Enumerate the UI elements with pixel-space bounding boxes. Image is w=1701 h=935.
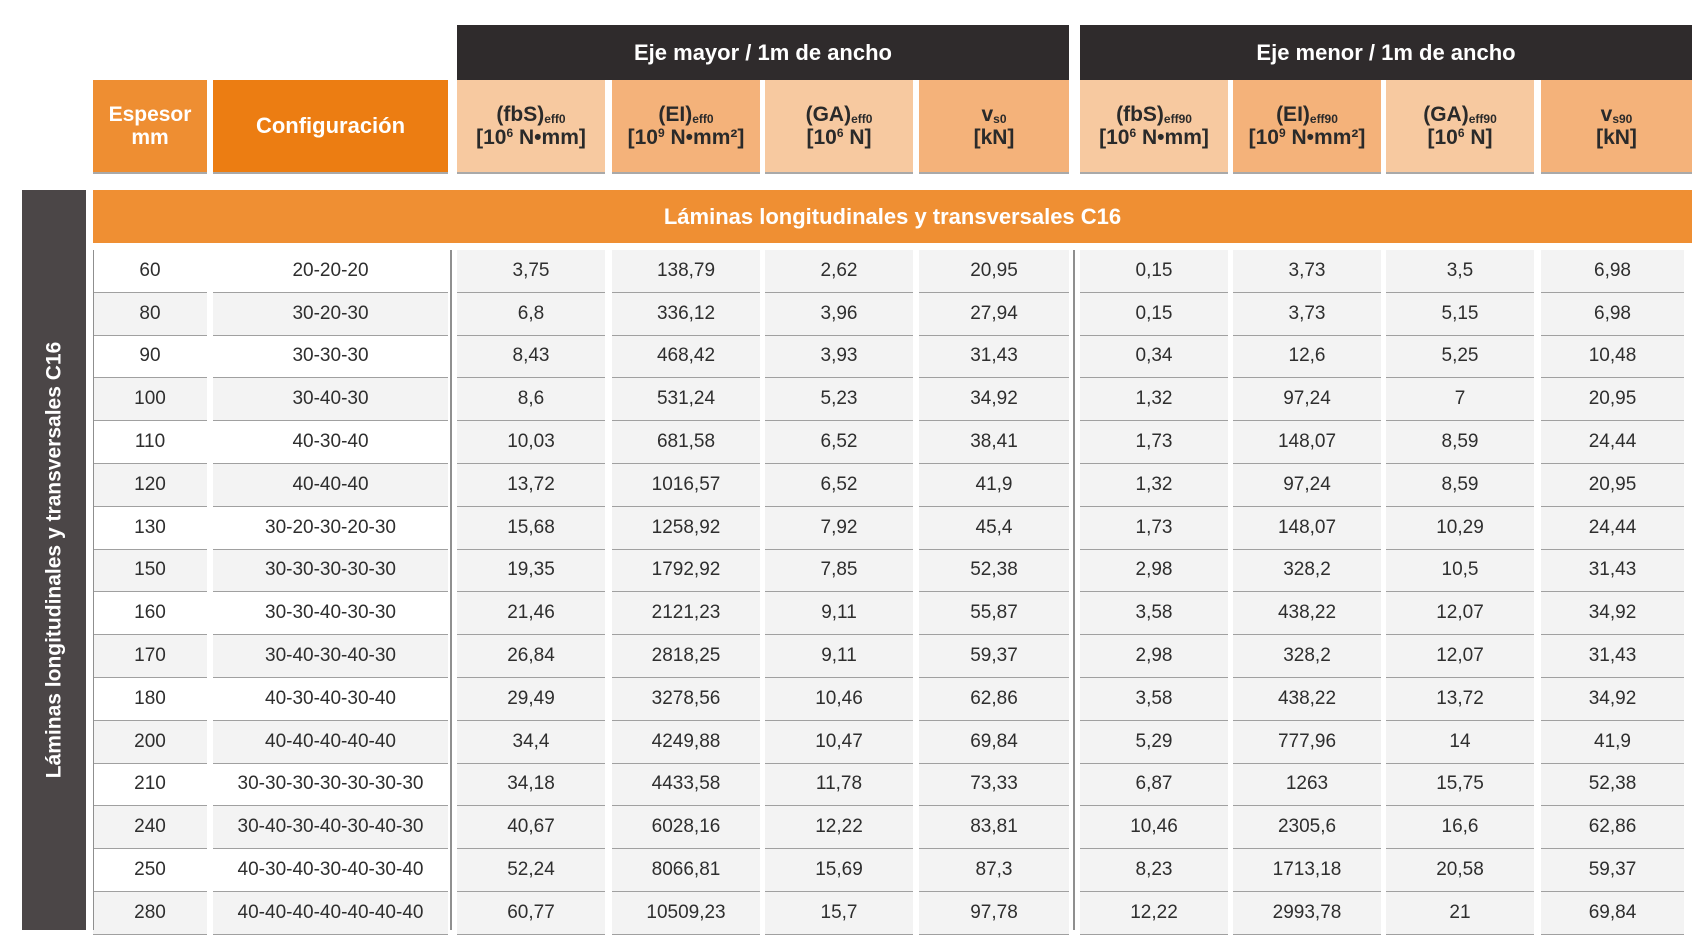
header-unit [1249,126,1366,149]
table-cell: 40-40-40-40-40 [213,721,448,764]
table-cell: 9,11 [765,592,913,635]
table-cell: 41,9 [1541,721,1684,764]
column-header-config [213,80,448,174]
table-cell: 12,6 [1233,336,1381,379]
table-cell: 5,15 [1386,293,1534,336]
table-cell: 4433,58 [612,764,760,807]
table-cell: 6,98 [1541,293,1684,336]
table-cell: 30-40-30-40-30 [213,635,448,678]
header-sup: 6 [506,126,514,141]
table-cell: 20,95 [919,250,1069,293]
table-cell: 438,22 [1233,592,1381,635]
table-cell: 45,4 [919,507,1069,550]
table-cell: 130 [93,507,207,550]
table-cell: 34,4 [457,721,605,764]
table-cell: 1,32 [1080,464,1228,507]
table-cell: 15,7 [765,892,913,935]
header-unit [1596,126,1637,149]
table-cell: 41,9 [919,464,1069,507]
table-cell: 5,23 [765,378,913,421]
column-divider [1073,250,1075,930]
table-cell: 10,47 [765,721,913,764]
table-cell: 40-30-40 [213,421,448,464]
table-cell: 8,6 [457,378,605,421]
header-symbol [1099,103,1209,126]
table-cell: 6,52 [765,421,913,464]
table-cell: 468,42 [612,336,760,379]
table-cell: 3,93 [765,336,913,379]
table-cell: 30-30-40-30-30 [213,592,448,635]
table-cell: 30-20-30 [213,293,448,336]
table-cell: 73,33 [919,764,1069,807]
column-header-text [476,103,586,149]
table-cell: 1792,92 [612,550,760,593]
column-header-text [109,103,192,149]
table-cell: 34,92 [1541,678,1684,721]
table-cell: 3,5 [1386,250,1534,293]
table-cell: 69,84 [1541,892,1684,935]
header-main: (fbS) [1116,102,1164,126]
header-unit [974,126,1015,149]
table-cell: 55,87 [919,592,1069,635]
column-header-ga90 [1386,80,1534,174]
header-line1: Espesor [108,102,192,126]
table-cell: 10,46 [765,678,913,721]
header-sub: eff0 [851,111,873,126]
table-cell: 10,46 [1080,806,1228,849]
header-main: (EI) [658,102,693,126]
table-cell: 170 [93,635,207,678]
table-cell: 7 [1386,378,1534,421]
table-cell: 1258,92 [612,507,760,550]
table-cell: 120 [93,464,207,507]
table-cell: 681,58 [612,421,760,464]
table-cell: 777,96 [1233,721,1381,764]
table-cell: 12,07 [1386,635,1534,678]
table-cell: 90 [93,336,207,379]
table-cell: 8,59 [1386,421,1534,464]
table-cell: 1713,18 [1233,849,1381,892]
table-cell: 14 [1386,721,1534,764]
table-cell: 110 [93,421,207,464]
column-header-thickness [93,80,207,174]
column-divider [93,250,94,930]
table-cell: 62,86 [919,678,1069,721]
header-unit [1099,126,1209,149]
table-cell: 69,84 [919,721,1069,764]
table-cell: 97,24 [1233,464,1381,507]
header-unit-post: N•mm²] [1285,126,1366,150]
header-unit-pre: [kN] [1596,126,1637,150]
header-main: (GA) [1423,102,1469,126]
header-unit-post: N] [843,126,872,150]
table-cell: 52,24 [457,849,605,892]
table-cell: 150 [93,550,207,593]
table-cell: 30-20-30-20-30 [213,507,448,550]
table-cell: 210 [93,764,207,807]
table-cell: 8,59 [1386,464,1534,507]
header-main: v [1600,102,1613,126]
table-cell: 20-20-20 [213,250,448,293]
table-cell: 97,78 [919,892,1069,935]
table-cell: 20,95 [1541,378,1684,421]
column-header-text [806,103,873,149]
table-cell: 52,38 [919,550,1069,593]
header-sup: 9 [657,126,665,141]
header-symbol [476,103,586,126]
table-cell: 59,37 [919,635,1069,678]
table-cell: 200 [93,721,207,764]
table-cell: 30-40-30 [213,378,448,421]
table-cell: 6,87 [1080,764,1228,807]
table-cell: 27,94 [919,293,1069,336]
group-header-major: Eje mayor / 1m de ancho [457,25,1069,80]
header-main: v [981,102,994,126]
header-sub: s0 [993,111,1007,126]
table-cell: 2305,6 [1233,806,1381,849]
header-symbol [1423,103,1497,126]
column-header-ei90 [1233,80,1381,174]
header-sub: eff90 [1309,111,1338,126]
table-cell: 3,75 [457,250,605,293]
column-header-ga0 [765,80,913,174]
table-cell: 2121,23 [612,592,760,635]
table-cell: 87,3 [919,849,1069,892]
table-cell: 100 [93,378,207,421]
table-cell: 531,24 [612,378,760,421]
table-cell: 40,67 [457,806,605,849]
table-cell: 13,72 [1386,678,1534,721]
column-header-text [1423,103,1497,149]
table-cell: 38,41 [919,421,1069,464]
header-sup: 6 [836,126,844,141]
table-cell: 34,92 [919,378,1069,421]
table-cell: 6,52 [765,464,913,507]
table-cell: 5,29 [1080,721,1228,764]
table-cell: 3,58 [1080,678,1228,721]
table-cell: 60 [93,250,207,293]
table-cell: 0,15 [1080,250,1228,293]
header-unit-pre: [10 [1248,126,1279,150]
table-cell: 3,73 [1233,250,1381,293]
table-cell: 16,6 [1386,806,1534,849]
header-unit-pre: [10 [1099,126,1130,150]
group-header-minor: Eje menor / 1m de ancho [1080,25,1692,80]
column-divider [450,250,452,930]
table-cell: 2818,25 [612,635,760,678]
table-cell: 8,23 [1080,849,1228,892]
header-symbol [628,103,745,126]
header-unit-pre: [kN] [973,126,1015,150]
table-cell: 148,07 [1233,507,1381,550]
header-unit-pre: [10 [627,126,658,150]
header-sub: eff0 [692,111,714,126]
header-symbol [1596,103,1637,126]
table-cell: 10,48 [1541,336,1684,379]
header-unit [1423,126,1497,149]
table-cell: 5,25 [1386,336,1534,379]
table-cell: 31,43 [1541,635,1684,678]
table-cell: 59,37 [1541,849,1684,892]
table-cell: 3278,56 [612,678,760,721]
header-unit-post: N] [1464,126,1493,150]
header-symbol [1249,103,1366,126]
table-cell: 2,62 [765,250,913,293]
header-unit-post: N•mm²] [664,126,745,150]
table-cell: 31,43 [1541,550,1684,593]
table-cell: 34,18 [457,764,605,807]
table-cell: 40-30-40-30-40-30-40 [213,849,448,892]
table-cell: 24,44 [1541,421,1684,464]
table-cell: 0,34 [1080,336,1228,379]
table-cell: 250 [93,849,207,892]
header-unit-pre: [10 [1427,126,1458,150]
table-cell: 12,22 [765,806,913,849]
table-cell: 31,43 [919,336,1069,379]
column-header-text [628,103,745,149]
table-cell: 52,38 [1541,764,1684,807]
table-cell: 12,22 [1080,892,1228,935]
header-unit-post: N•mm] [1136,126,1209,150]
header-symbol [974,103,1015,126]
table-cell: 4249,88 [612,721,760,764]
header-sup: 6 [1129,126,1137,141]
table-cell: 15,69 [765,849,913,892]
table-cell: 240 [93,806,207,849]
table-cell: 11,78 [765,764,913,807]
column-header-ei0 [612,80,760,174]
table-cell: 10,29 [1386,507,1534,550]
table-cell: 21,46 [457,592,605,635]
column-header-vs0 [919,80,1069,174]
table-cell: 148,07 [1233,421,1381,464]
table-cell: 30-30-30-30-30 [213,550,448,593]
table-cell: 83,81 [919,806,1069,849]
header-symbol [806,103,873,126]
table-cell: 40-40-40-40-40-40-40 [213,892,448,935]
table-cell: 1,73 [1080,507,1228,550]
side-label [22,190,86,930]
table-cell: 6,98 [1541,250,1684,293]
column-header-text [1596,103,1637,149]
table-cell: 15,75 [1386,764,1534,807]
table-cell: 40-30-40-30-40 [213,678,448,721]
table-cell: 40-40-40 [213,464,448,507]
table-cell: 10,5 [1386,550,1534,593]
table-cell: 1,73 [1080,421,1228,464]
table-cell: 10509,23 [612,892,760,935]
table-cell: 2993,78 [1233,892,1381,935]
header-main: (fbS) [496,102,545,126]
header-main: (EI) [1276,102,1310,126]
column-header-text [1099,103,1209,149]
header-main: (GA) [805,102,852,126]
table-cell: 2,98 [1080,550,1228,593]
table-cell: 328,2 [1233,550,1381,593]
table-cell: 3,73 [1233,293,1381,336]
column-header-vs90 [1541,80,1692,174]
table-cell: 3,58 [1080,592,1228,635]
table-cell: 8066,81 [612,849,760,892]
table-cell: 12,07 [1386,592,1534,635]
table-cell: 7,85 [765,550,913,593]
header-sup: 6 [1457,126,1465,141]
header-unit [806,126,873,149]
table-cell: 180 [93,678,207,721]
header-line1: Configuración [255,112,406,138]
table-cell: 1016,57 [612,464,760,507]
column-header-text [974,103,1015,149]
table-cell: 30-30-30-30-30-30-30 [213,764,448,807]
header-sub: eff90 [1163,111,1192,126]
column-header-fbs90 [1080,80,1228,174]
table-cell: 13,72 [457,464,605,507]
column-header-text [1249,103,1366,149]
table-cell: 10,03 [457,421,605,464]
table-cell: 24,44 [1541,507,1684,550]
header-unit-pre: [10 [806,126,837,150]
table-cell: 34,92 [1541,592,1684,635]
header-sup: 9 [1278,126,1286,141]
table-cell: 80 [93,293,207,336]
table-cell: 280 [93,892,207,935]
column-header-text [256,114,405,138]
table-cell: 2,98 [1080,635,1228,678]
table-cell: 60,77 [457,892,605,935]
table-cell: 20,95 [1541,464,1684,507]
table-cell: 7,92 [765,507,913,550]
column-header-fbs0 [457,80,605,174]
table-cell: 138,79 [612,250,760,293]
table-cell: 438,22 [1233,678,1381,721]
table-cell: 30-40-30-40-30-40-30 [213,806,448,849]
header-unit-pre: [10 [476,126,507,150]
table-cell: 30-30-30 [213,336,448,379]
table-cell: 62,86 [1541,806,1684,849]
header-unit-post: N•mm] [513,126,586,150]
section-banner: Láminas longitudinales y transversales C16 [93,190,1692,243]
table-cell: 19,35 [457,550,605,593]
table-cell: 160 [93,592,207,635]
header-unit [628,126,745,149]
header-line2: mm [131,126,169,149]
table-cell: 29,49 [457,678,605,721]
side-label-text: Láminas longitudinales y transversales C16 [42,341,66,779]
header-sub: eff90 [1468,111,1497,126]
table-cell: 336,12 [612,293,760,336]
table-cell: 6,8 [457,293,605,336]
table-cell: 21 [1386,892,1534,935]
table-cell: 97,24 [1233,378,1381,421]
table-cell: 328,2 [1233,635,1381,678]
header-sub: s90 [1612,111,1633,126]
table-cell: 9,11 [765,635,913,678]
table-cell: 26,84 [457,635,605,678]
table-cell: 15,68 [457,507,605,550]
header-unit [476,126,586,149]
header-sub: eff0 [544,111,566,126]
table-cell: 3,96 [765,293,913,336]
table-cell: 20,58 [1386,849,1534,892]
table-cell: 0,15 [1080,293,1228,336]
table-cell: 1263 [1233,764,1381,807]
table-cell: 8,43 [457,336,605,379]
table-cell: 1,32 [1080,378,1228,421]
table-cell: 6028,16 [612,806,760,849]
